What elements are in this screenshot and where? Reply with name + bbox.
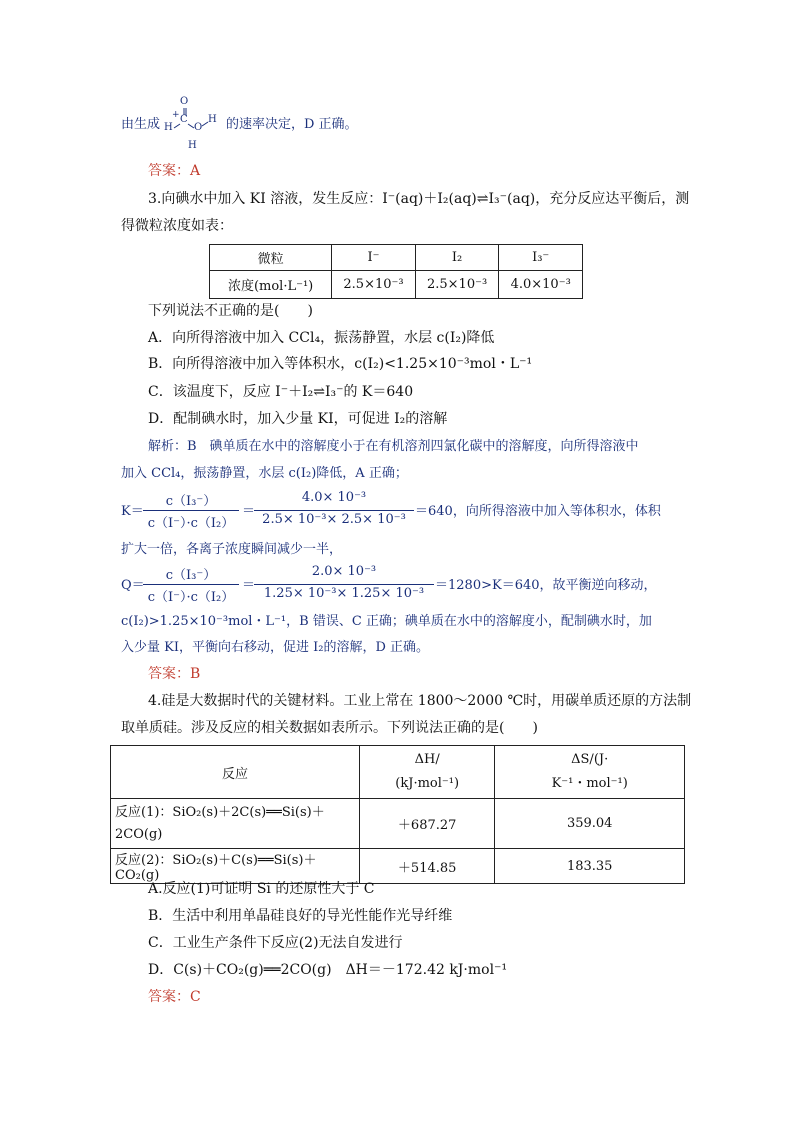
q-fraction-bar-2 [254, 584, 434, 585]
ds-unit: K⁻¹・mol⁻¹) [551, 776, 628, 791]
k-denominator-1: c（I⁻）·c（I₂） [147, 516, 235, 531]
q3-analysis-line4: c(I₂)>1.25×10⁻³mol・L⁻¹，B 错误、C 正确；碘单质在水中的溶解度小，配制碘水时，加 [121, 614, 652, 629]
q3-stem-line1: 3.向碘水中加入 KI 溶液，发生反应：I⁻(aq)＋I₂(aq)⇌I₃⁻(aq)，充分反应达平衡后，测 [148, 191, 690, 207]
reaction-text: 反应(2)：SiO₂(s)＋C(s)══Si(s)＋CO₂(g) [115, 853, 317, 883]
k-fraction-bar-1 [143, 510, 239, 511]
table-header-dh [359, 746, 494, 799]
q-equals: ＝ [242, 578, 256, 593]
bond-lines [160, 96, 224, 154]
q4-stem-line1: 4.硅是大数据时代的关键材料。工业上常在 1800～2000 ℃时，用碳单质还原的方法制 [148, 693, 692, 709]
ds-value: 183.35 [495, 849, 685, 884]
atom-o-right: O [194, 122, 203, 133]
q-fraction-bar-1 [143, 584, 239, 585]
q3-option-b: B．向所得溶液中加入等体积水，c(I₂)<1.25×10⁻³mol・L⁻¹ [148, 356, 533, 372]
q4-option-b: B．生活中利用单晶硅良好的导光性能作光导纤维 [148, 908, 453, 924]
table-header: I₃⁻ [499, 245, 583, 271]
q4-option-a: A.反应(1)可证明 Si 的还原性大于 C [148, 881, 375, 897]
dh-value: ＋687.27 [359, 799, 494, 849]
q3-analysis-line3: 扩大一倍，各离子浓度瞬间减少一半， [121, 542, 343, 557]
ds-label: ΔS/(J· [571, 752, 609, 767]
table-header-reaction: 反应 [111, 746, 360, 799]
dh-label: ΔH/ [414, 752, 440, 767]
q4-reaction-table [110, 745, 685, 884]
table-header: I₂ [415, 245, 499, 271]
answer-value: C [190, 989, 201, 1005]
q4-option-d: D．C(s)＋CO₂(g)══2CO(g) ΔH＝－172.42 kJ·mol⁻¹ [148, 962, 508, 978]
k-lhs: K＝ [121, 504, 144, 519]
atom-o-top: O [180, 96, 189, 107]
atom-h-right: H [208, 114, 217, 125]
q3-answer [148, 664, 200, 684]
q3-stem-line2: 得微粒浓度如表： [121, 218, 233, 234]
reaction-cell [111, 799, 360, 849]
k-tail: ＝640，向所得溶液中加入等体积水，体积 [415, 504, 661, 519]
q3-concentration-table [209, 244, 583, 299]
k-denominator-2: 2.5× 10⁻³× 2.5× 10⁻³ [262, 512, 406, 527]
k-numerator-1: c（I₃⁻） [165, 494, 217, 509]
reaction-text: 反应(1)：SiO₂(s)＋2C(s)══Si(s)＋ [115, 804, 325, 820]
q3-option-c: C．该温度下，反应 I⁻＋I₂⇌I₃⁻的 K＝640 [148, 384, 414, 400]
table-cell: 2.5×10⁻³ [332, 271, 416, 299]
dh-value: ＋514.85 [359, 849, 494, 884]
k-numerator-2: 4.0× 10⁻³ [301, 490, 367, 505]
formaldehyde-structure [160, 96, 224, 154]
q-numerator-2: 2.0× 10⁻³ [311, 564, 377, 579]
answer-value: A [190, 163, 201, 179]
q4-stem-line2: 取单质硅。涉及反应的相关数据如表所示。下列说法正确的是( ) [121, 720, 538, 736]
atom-h-left: H [164, 122, 173, 133]
top-suffix: 的速率决定，D 正确。 [226, 117, 358, 132]
answer-value: B [190, 666, 201, 682]
table-cell: 2.5×10⁻³ [415, 271, 499, 299]
reaction-text-cont: 2CO(g) [115, 826, 163, 842]
top-answer [148, 161, 200, 181]
q3-option-a: A．向所得溶液中加入 CCl₄，振荡静置，水层 c(I₂)降低 [148, 330, 495, 346]
answer-label: 答案： [148, 989, 190, 1005]
ds-value: 359.04 [495, 799, 685, 849]
k-fraction-bar-2 [254, 510, 414, 511]
q3-analysis-line5: 入少量 KI，平衡向右移动，促进 I₂的溶解，D 正确。 [121, 640, 430, 655]
k-equals: ＝ [242, 504, 256, 519]
q3-analysis-line1: 解析：B 碘单质在水中的溶解度小于在有机溶剂四氯化碳中的溶解度，向所得溶液中 [148, 439, 639, 454]
table-row [111, 799, 685, 849]
q4-option-c: C．工业生产条件下反应(2)无法自发进行 [148, 935, 403, 951]
q-lhs: Q＝ [121, 578, 145, 593]
q4-answer [148, 987, 201, 1007]
q3-option-d: D．配制碘水时，加入少量 KI，可促进 I₂的溶解 [148, 411, 448, 427]
top-prefix: 由生成 [121, 117, 161, 132]
table-row-label: 浓度(mol·L⁻¹) [210, 271, 332, 299]
q3-prompt: 下列说法不正确的是( ) [148, 303, 313, 319]
q3-analysis-line2: 加入 CCl₄，振荡静置，水层 c(I₂)降低，A 正确； [121, 466, 408, 481]
q-denominator-2: 1.25× 10⁻³× 1.25× 10⁻³ [263, 586, 425, 601]
plus-charge: + [172, 110, 180, 120]
atom-h-bottom: H [188, 140, 197, 151]
dh-unit: (kJ·mol⁻¹) [395, 776, 460, 791]
q-denominator-1: c（I⁻）·c（I₂） [147, 590, 235, 605]
answer-label: 答案： [148, 163, 190, 179]
q-numerator-1: c（I₃⁻） [165, 568, 217, 583]
answer-label: 答案： [148, 666, 190, 682]
table-cell: 4.0×10⁻³ [499, 271, 583, 299]
atom-c: C [180, 114, 188, 125]
table-header-ds [495, 746, 685, 799]
table-header: 微粒 [210, 245, 332, 271]
q-tail: ＝1280>K＝640，故平衡逆向移动， [435, 578, 657, 593]
table-header: I⁻ [332, 245, 416, 271]
